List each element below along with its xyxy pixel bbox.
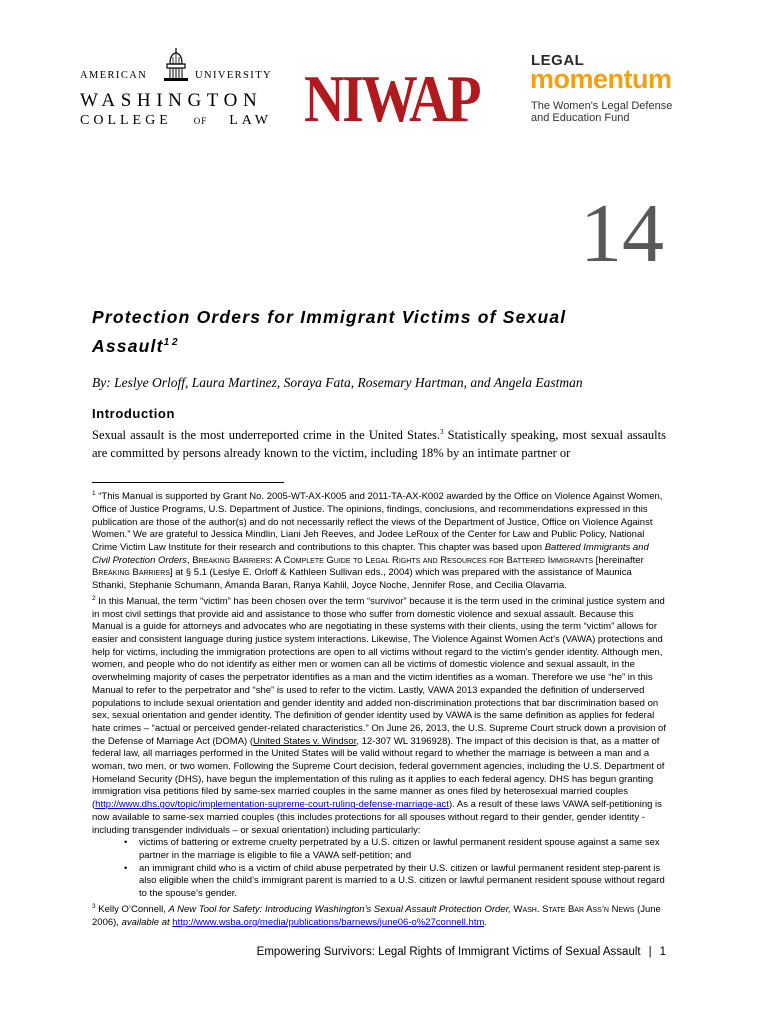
footnote-1-text-a: “This Manual is supported by Grant No. 2005-WT-AX-K005 and 2011-TA-AX-K002 awarded by the Office on Violence Against Women, Office of Justice Programs, U.S. Department of Justice. The opinions, findings, conclusions, and recommendations expressed in this publication are those of the author(s) and do not necessarily reflect the views of the Department of Justice, Office on Violence Against Women.” We are grateful to Jessica Mindlin, Liani Jeh Reeves, and Jodee LeRoux of the Center for Law and Public Policy, National Crime Victim Law Institute for their research and contributions to this chapter. This chapter was based upon [92, 491, 663, 553]
footnote-2-number: 2 [92, 594, 96, 602]
footnote-3-smallcaps-source: Wash. State Bar Ass’n News [510, 903, 635, 915]
list-item: • victims of battering or extreme cruelty perpetrated by a U.S. citizen or lawful permanent resident spouse against a same sex partner in the marriage is eligible to file a VAWA self-petition; and [124, 837, 666, 862]
chapter-title-line-2 [92, 330, 652, 359]
legal-momentum-logo [530, 52, 710, 124]
footnote-1-italic-title: Battered Immigrants and Civil Protection Orders [92, 541, 649, 566]
footnote-1-number: 1 [92, 490, 96, 497]
footnote-1-text-c: [hereinafter [593, 554, 644, 566]
chapter-title-line-1: Protection Orders for Immigrant Victims of Sexual [92, 307, 567, 327]
footnote-2-text-b: , 12-307 WL 3196928). The impact of this decision is that, as a matter of federal law, all marriages performed in the United States will be valid without regard to whether the marriage is between a man and a woman, two men, or two women. Following the Supreme Court decision, federal government agencies, including the U.S. Department of Homeland Security (DHS), have begun the implementation of this ruling as it applies to each federal agency. DHS has begun granting immigration visa petitions filed by same-sex married couples in the same manner as ones filed by heterosexual married couples ( [92, 735, 665, 811]
au-bottom-of-word: OF [193, 116, 208, 126]
lm-tagline-line-2: and Education Fund [531, 112, 630, 124]
au-top-line [80, 70, 272, 81]
footnote-1-smallcaps-title: Breaking Barriers: A Complete Guide to Legal Rights and Resources for Battered Immigrants [192, 554, 594, 566]
page-number: 1 [659, 946, 666, 958]
footnote-3-number: 3 [92, 902, 96, 910]
footnote-2 [92, 593, 666, 901]
footnote-3-text-c: . [484, 916, 488, 928]
lm-tagline-line-1: The Women's Legal Defense [531, 100, 673, 112]
footnote-2-bullet-list [92, 837, 666, 901]
lm-legal-word: LEGAL [531, 52, 585, 69]
page-footer [0, 946, 666, 958]
american-university-wcl-logo [80, 48, 272, 130]
chapter-title-line-2-text: Assault [92, 335, 164, 356]
footnotes [92, 488, 666, 929]
chapter-title [92, 305, 652, 359]
au-top-right-word: UNIVERSITY [195, 70, 272, 81]
au-middle-word: WASHINGTON [80, 90, 263, 111]
footnote-3-text-b: (June 2006), [92, 903, 661, 928]
au-bottom-left-word: COLLEGE [80, 113, 172, 128]
dhs-link[interactable]: http://www.dhs.gov/topic/implementation-supreme-court-ruling-defense-marriage-act [95, 799, 449, 811]
chapter-number: 14 [580, 187, 664, 280]
footnote-3 [92, 901, 666, 930]
footnote-1-text-b: , [187, 554, 193, 566]
footnote-2-text-c: ). As a result of these laws VAWA self-petitioning is now available to same-sex married couples (this includes protections for all spouses without regard to their gender, gender identity - including transgender individuals – or sexual orientation) including particularly: [92, 799, 662, 836]
footnote-3-text-a: Kelly O’Connell, [95, 903, 169, 915]
au-bottom-right-word: LAW [229, 113, 272, 128]
case-citation-windsor: United States v. Windsor [253, 735, 357, 747]
au-top-left-word: AMERICAN [80, 70, 148, 81]
footnote-separator [92, 482, 284, 483]
footnote-1-text-d: ] at § 5.1 (Leslye E. Orloff & Kathleen Sullivan eds., 2004) which was prepared with the assistance of Maunica Sthanki, Stephanie Schumann, Amanda Baran, Ranya Kahlil, Joyce Noche, Jennifer Rose, and Cecilia Olavarria. [92, 567, 632, 592]
footnote-3-available-at: available at [121, 916, 170, 928]
title-footnote-refs[interactable]: 1 2 [163, 337, 178, 348]
list-item: • an immigrant child who is a victim of child abuse perpetrated by their U.S. citizen or lawful permanent resident step-parent is also eligible when the child’s immigrant parent is married to a U.S. citizen or lawful permanent resident spouse without regard to the spouse’s gender. [124, 863, 666, 901]
lm-tagline [531, 100, 711, 124]
niwap-logo: NIWAP [304, 62, 480, 136]
intro-text-part-2: Statistically speaking, most sexual assaults are committed by persons already known to the victim, including 18% by an intimate partner or [92, 428, 666, 461]
footer-separator: | [648, 946, 652, 958]
wsba-link[interactable]: http://www.wsba.org/media/publications/barnews/june06-o%27connell.htm [172, 916, 485, 928]
author-byline: By: Leslye Orloff, Laura Martinez, Soraya Fata, Rosemary Hartman, and Angela Eastman [92, 375, 583, 390]
lm-momentum-word: momentum [530, 64, 672, 94]
footnote-3-italic-title: A New Tool for Safety: Introducing Washington’s Sexual Assault Protection Order, [168, 903, 511, 915]
footnote-2-text-a: In this Manual, the term “victim” has been chosen over the term “survivor” because it is the term used in the criminal justice system and in most civil settings that provide aid and assistance to those who suffer from domestic violence and sexual assault. Because this Manual is a guide for attorneys and advocates who are negotiating in these systems with their clients, using the term “victim” allows for easier and consistent language during justice system interactions. Likewise, The Violence Against Women Act’s (VAWA) protections and help for victims, including the immigration protections are open to all victims without regard to the victim’s gender identity. Although men, women, and people who do not identify as either men or women can all be victims of domestic violence and sexual assault, in the overwhelming majority of cases the perpetrator identifies as a man and the victim identifies as a woman. Therefore we use “he” in this Manual to refer to the perpetrator and “she” is used to refer to the victim. Lastly, VAWA 2013 expanded the definition of underserved populations to include sexual orientation and gender identity and added non-discrimination protections that bar discrimination based on sex, sexual orientation and gender identity. The definition of gender identity used by VAWA is the same definition as applies for federal hate crimes – “actual or perceived gender-related characteristics.” On June 26, 2013, the U.S. Supreme Court struck down a provision of the Defense of Marriage Act (DOMA) ( [92, 595, 666, 747]
footer-title: Empowering Survivors: Legal Rights of Immigrant Victims of Sexual Assault [256, 946, 641, 958]
footnote-1-smallcaps-short: Breaking Barriers [92, 567, 170, 579]
section-heading-introduction: Introduction [92, 406, 176, 421]
footnote-ref-3[interactable]: 3 [440, 428, 444, 436]
intro-text-part-1: Sexual assault is the most underreported crime in the United States. [92, 428, 441, 443]
intro-paragraph [92, 423, 666, 462]
footnote-1 [92, 488, 666, 593]
au-bottom-line [80, 113, 272, 129]
